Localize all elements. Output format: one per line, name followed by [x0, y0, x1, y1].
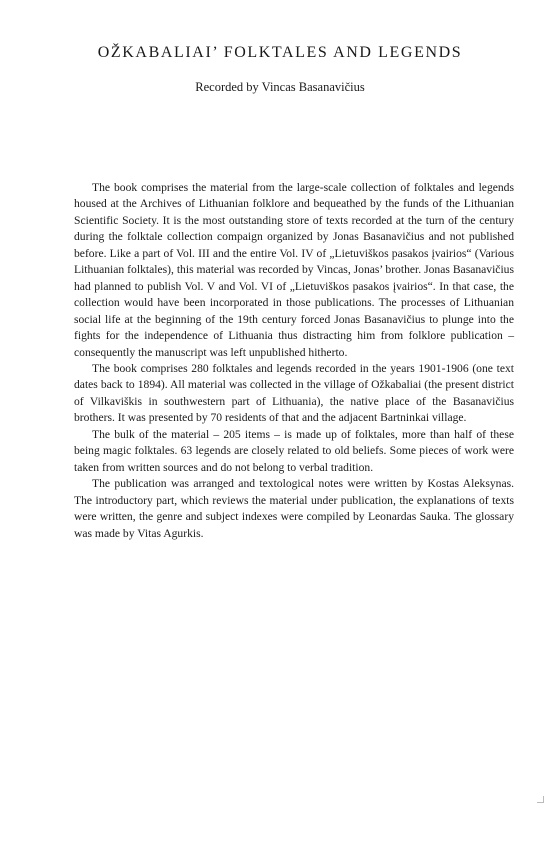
paragraph: The book comprises 280 folktales and legends recorded in the years 1901-1906 (one text dates back to 1894). All material was collected in the village of Ožkabaliai (the present district of Vilkaviškis in southwestern part of Lithuania), the native place of the Basanavičius brothers. It was presented by 70 residents of that and the adjacent Bartninkai village. [74, 361, 514, 425]
paragraph: The publication was arranged and textological notes were written by Kostas Aleksynas. The introductory part, which reviews the material under publication, the explanations of texts were written, the genre and subject indexes were compiled by Leonardas Sauka. The glossary was made by Vitas Agurkis. [74, 477, 514, 540]
page-title: OŽKABALIAI’ FOLKTALES AND LEGENDS [97, 44, 463, 61]
page-subtitle: Recorded by Vincas Basanavičius [195, 80, 365, 94]
paragraph: The book comprises the material from the large-scale collection of folktales and legends housed at the Archives of Lithuanian folklore and bequeathed by the funds of the Lithuanian Scientific Society. It is the most outstanding store of texts recorded at the turn of the century during the folktale collection compaign organized by Jonas Basanavičius and not published before. Like a part of Vol. III and the entire Vol. IV of „Lietuviškos pasakos įvairios“ (Various Lithuanian folktales), this material was recorded by Vincas, Jonas’ brother. Jonas Basanavičius had planned to publish Vol. V and Vol. VI of „Lietuviškos pasakos įvairios“. In that case, the collection would have been incorporated in those publications. The processes of Lithuanian social life at the beginning of the 19th century forced Jonas Basanavičius to plunge into the fights for the independence of Lithuania thus distracting him from folklore publication – consequently the manuscript was left unpublished hitherto. [74, 181, 514, 359]
body-text [74, 180, 514, 542]
paragraph: The bulk of the material – 205 items – is made up of folktales, more than half of these being magic folktales. 63 legends are closely related to old beliefs. Some pieces of work were taken from written sources and do not belong to verbal tradition. [74, 427, 514, 474]
crop-mark [537, 796, 544, 803]
